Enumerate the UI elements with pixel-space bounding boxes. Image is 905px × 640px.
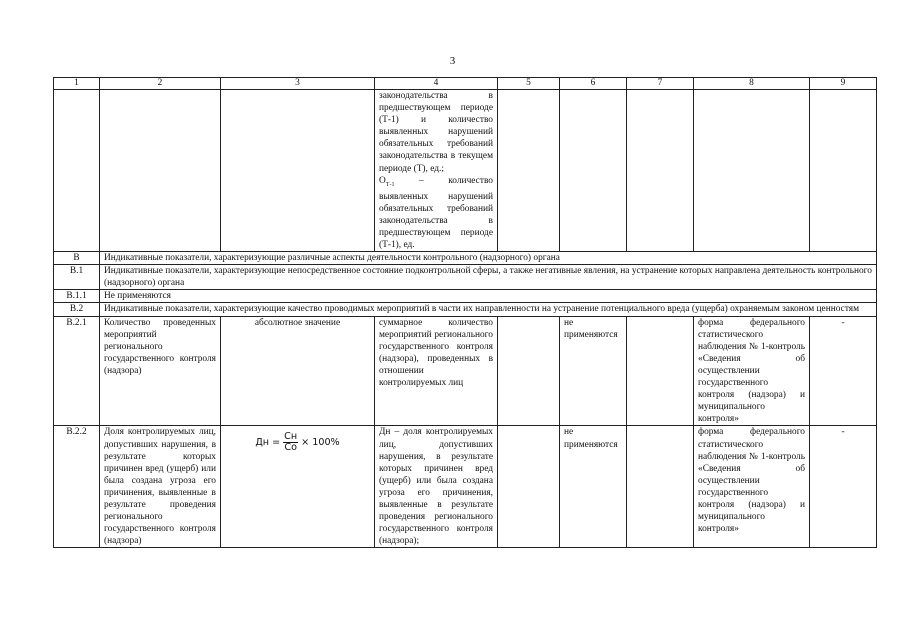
formula-numerator: Сн xyxy=(284,431,298,443)
column-numbers-row xyxy=(54,78,877,90)
indicator-code: В.2.2 xyxy=(54,426,100,548)
page-number: 3 xyxy=(449,55,456,67)
table-cell xyxy=(498,90,560,252)
calculation-description-cell xyxy=(375,90,498,252)
section-code: В.1.1 xyxy=(54,290,100,303)
variable-subscript: Т-1 xyxy=(385,181,395,188)
section-title: Индикативные показатели, характеризующие непосредственное состояние подконтрольной сферы, а также негативные явления, на устранение которых направлена деятельность контрольного (надзорного) органа xyxy=(100,265,877,290)
table-cell xyxy=(221,90,375,252)
indicator-calculation: суммарное количество мероприятий регионального государственного контроля (надзора), проведенных в отношении контролируемых лиц xyxy=(375,316,498,426)
indicator-source: форма федерального статистического наблюдения № 1-контроль «Сведения об осуществлении государственного контроля (надзора) и муниципального контроля» xyxy=(694,426,810,548)
indicator-cell-5 xyxy=(498,426,560,548)
formula-fraction xyxy=(283,432,298,453)
section-row xyxy=(54,290,877,303)
indicator-cell-9: - xyxy=(810,426,877,548)
section-row xyxy=(54,265,877,290)
section-code: В.1 xyxy=(54,265,100,290)
table-cell xyxy=(627,90,694,252)
column-number: 1 xyxy=(54,78,100,90)
section-row xyxy=(54,303,877,316)
indicator-formula xyxy=(221,426,375,548)
section-title: Индикативные показатели, характеризующие качество проводимых мероприятий в части их направленности на устранение потенциального вреда (ущерба) охраняемым законом ценностям xyxy=(100,303,877,316)
indicator-code: В.2.1 xyxy=(54,316,100,426)
indicator-name: Доля контролируемых лиц, допустивших нарушения, в результате которых причинен вред (ущерб) или была создана угроза его причинения, выявленные в результате проведения регионального государственного контроля (надзора) xyxy=(100,426,221,548)
column-number: 3 xyxy=(221,78,375,90)
indicator-name: Количество проведенных мероприятий регионального государственного контроля (надзора) xyxy=(100,316,221,426)
column-number: 7 xyxy=(627,78,694,90)
table-cell xyxy=(54,90,100,252)
table-cell xyxy=(100,90,221,252)
indicator-cell-5 xyxy=(498,316,560,426)
indicator-source: форма федерального статистического наблюдения № 1-контроль «Сведения об осуществлении государственного контроля (надзора) и муниципального контроля» xyxy=(694,316,810,426)
column-number: 4 xyxy=(375,78,498,90)
formula-lhs: Дн = xyxy=(255,436,281,448)
section-code: В xyxy=(54,252,100,265)
column-number: 6 xyxy=(560,78,627,90)
table-cell xyxy=(810,90,877,252)
indicator-formula: абсолютное значение xyxy=(221,316,375,426)
indicator-cell-6: не применяются xyxy=(560,316,627,426)
column-number: 9 xyxy=(810,78,877,90)
indicator-cell-9: - xyxy=(810,316,877,426)
formula-denominator: Со xyxy=(284,442,297,454)
table-cell xyxy=(560,90,627,252)
indicator-row xyxy=(54,316,877,426)
column-number: 5 xyxy=(498,78,560,90)
indicators-table xyxy=(53,77,877,548)
column-number: 8 xyxy=(694,78,810,90)
indicator-cell-7 xyxy=(627,426,694,548)
table-cell xyxy=(694,90,810,252)
indicator-row xyxy=(54,426,877,548)
variable-definition: – количество выявленных нарушений обязательных требований законодательства в предшествующем периоде (Т-1), ед. xyxy=(379,175,493,250)
section-title: Не применяются xyxy=(100,290,877,303)
continuation-row xyxy=(54,90,877,252)
calculation-text: законодательства в предшествующем периоде (Т-1) и количество выявленных нарушений обязательных требований законодательства в текущем периоде (Т), ед.; xyxy=(379,91,493,174)
variable-symbol: О xyxy=(379,175,386,186)
section-row xyxy=(54,252,877,265)
formula-rhs: × 100% xyxy=(301,436,340,448)
indicator-cell-7 xyxy=(627,316,694,426)
indicator-calculation: Дн – доля контролируемых лиц, допустивших нарушения, в результате которых причинен вред (ущерб) или была создана угроза его причинения, выявленные в результате проведения регионального государственного контроля (надзора); xyxy=(375,426,498,548)
section-title: Индикативные показатели, характеризующие различные аспекты деятельности контрольного (надзорного) органа xyxy=(100,252,877,265)
formula xyxy=(255,432,339,453)
column-number: 2 xyxy=(100,78,221,90)
indicator-cell-6: не применяются xyxy=(560,426,627,548)
section-code: В.2 xyxy=(54,303,100,316)
